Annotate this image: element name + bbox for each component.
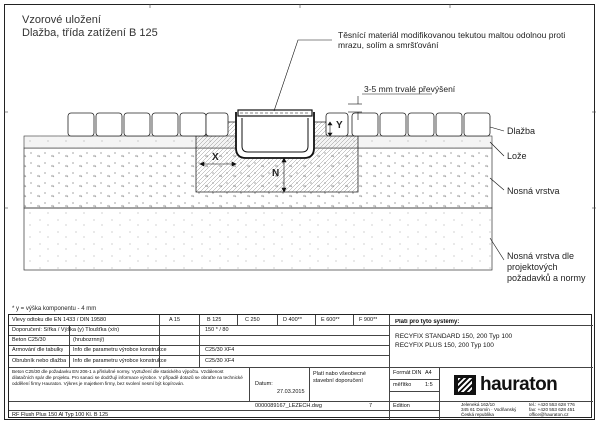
class-d400: D 400** — [283, 317, 302, 323]
product-name: RF Flush Plus 150 Al Typ 100 Kl. B 125 — [12, 412, 109, 418]
dim-n-label: N — [272, 168, 280, 179]
system-2: RECYFIX PLUS 150, 200 Typ 100 — [395, 342, 494, 349]
dim-y-label: Y — [336, 120, 343, 131]
row5-value: C25/30 XF4 — [205, 358, 235, 364]
scale-value: 1:5 — [425, 382, 433, 388]
sheet-number: 7 — [369, 403, 373, 409]
contact-block — [529, 402, 575, 417]
format-label: Formát DIN — [393, 370, 422, 376]
hauraton-logo-icon — [454, 375, 476, 395]
class-b125: B 125 — [207, 317, 222, 323]
system-1: RECYFIX STANDARD 150, 200 Typ 100 — [395, 333, 513, 340]
scale-label: měřítko — [393, 382, 412, 388]
notes-text: Beton C25/30 dle požadavku EN 206-1 a příslušné normy. Vyztužení dle statického výpočtu. Vzdálenost dilatačních spár dle projektu. Pro sanaci se dodržují informace výrobce. V případě dotazů se obraťte na technické oddělení firmy Hauraton. Výkres je majetkem firmy, bez svolení nesmí být kopírován. — [12, 369, 243, 386]
class-e600: E 600** — [321, 317, 340, 323]
address-line-2: 345 61 Domín · Vodňanský — [461, 407, 517, 412]
footnote: * y = výška komponentu - 4 mm — [12, 306, 97, 312]
bed-label: Lože — [507, 151, 527, 161]
address-block — [461, 402, 516, 417]
subbase-layer — [24, 208, 492, 270]
date-label: Datum: — [255, 381, 273, 387]
class-c250: C 250 — [245, 317, 260, 323]
dim-x-label: X — [212, 152, 219, 163]
sealant-annotation: Těsnící materiál modifikovanou tekutou maltou odolnou proti mrazu, solím a smršťování — [338, 30, 566, 50]
address-line-3: Česká republika — [461, 412, 494, 417]
phone: tel.: +420 553 628 776 — [529, 402, 575, 407]
row4-value: C25/30 XF4 — [205, 347, 235, 353]
fax: fax: +420 553 628 451 — [529, 407, 575, 412]
edition-label: Edition — [393, 403, 410, 409]
applies-label: Platí pro tyto systémy: — [395, 319, 460, 325]
row3-sub: (hrubozrnný) — [73, 337, 105, 343]
row2-value: 150 * / 80 — [205, 327, 229, 333]
title-line-1: Vzorové uložení — [22, 14, 101, 26]
date-value: 27.03.2015 — [277, 389, 305, 395]
email-link[interactable]: office@hauraton.cz — [529, 412, 569, 417]
norm-label: Vlevy odtoku dle EN 1433 / DIN 19580 — [12, 317, 107, 323]
base-label: Nosná vrstva — [507, 186, 560, 196]
row5-label: Obrubník nebo dlažba — [12, 358, 67, 364]
class-a15: A 15 — [169, 317, 181, 323]
valid-label: Platí nabo všeobecné stavební doporučení — [313, 371, 366, 384]
row3-label: Beton C25/30 — [12, 337, 46, 343]
class-f900: F 900** — [359, 317, 378, 323]
row5-note: Info dle parametru výrobce konstrukce — [73, 358, 167, 364]
row2-label: Doporučení: Šířka / Výška (y) Tloušťka (x/n) — [12, 327, 120, 333]
address-line-1: Jeleneká 162/10 — [461, 402, 495, 407]
title-line-2: Dlažba, třída zatížení B 125 — [22, 27, 158, 39]
row4-label: Armování dle tabulky — [12, 347, 64, 353]
title-block — [8, 314, 592, 418]
drainage-channel — [236, 110, 314, 158]
format-value: A4 — [425, 370, 432, 376]
subbase-label: Nosná vrstva dle projektových požadavků a normy — [507, 251, 586, 283]
drawing-number: 0000089167_LEZECH.dwg — [255, 403, 322, 409]
paving-label: Dlažba — [507, 126, 536, 136]
row4-note: Info dle parametru výrobce konstrukce — [73, 347, 167, 353]
overhang-annotation: 3-5 mm trvalé převýšení — [364, 84, 456, 94]
company-logo — [454, 372, 574, 398]
company-name: hauraton — [480, 374, 558, 395]
